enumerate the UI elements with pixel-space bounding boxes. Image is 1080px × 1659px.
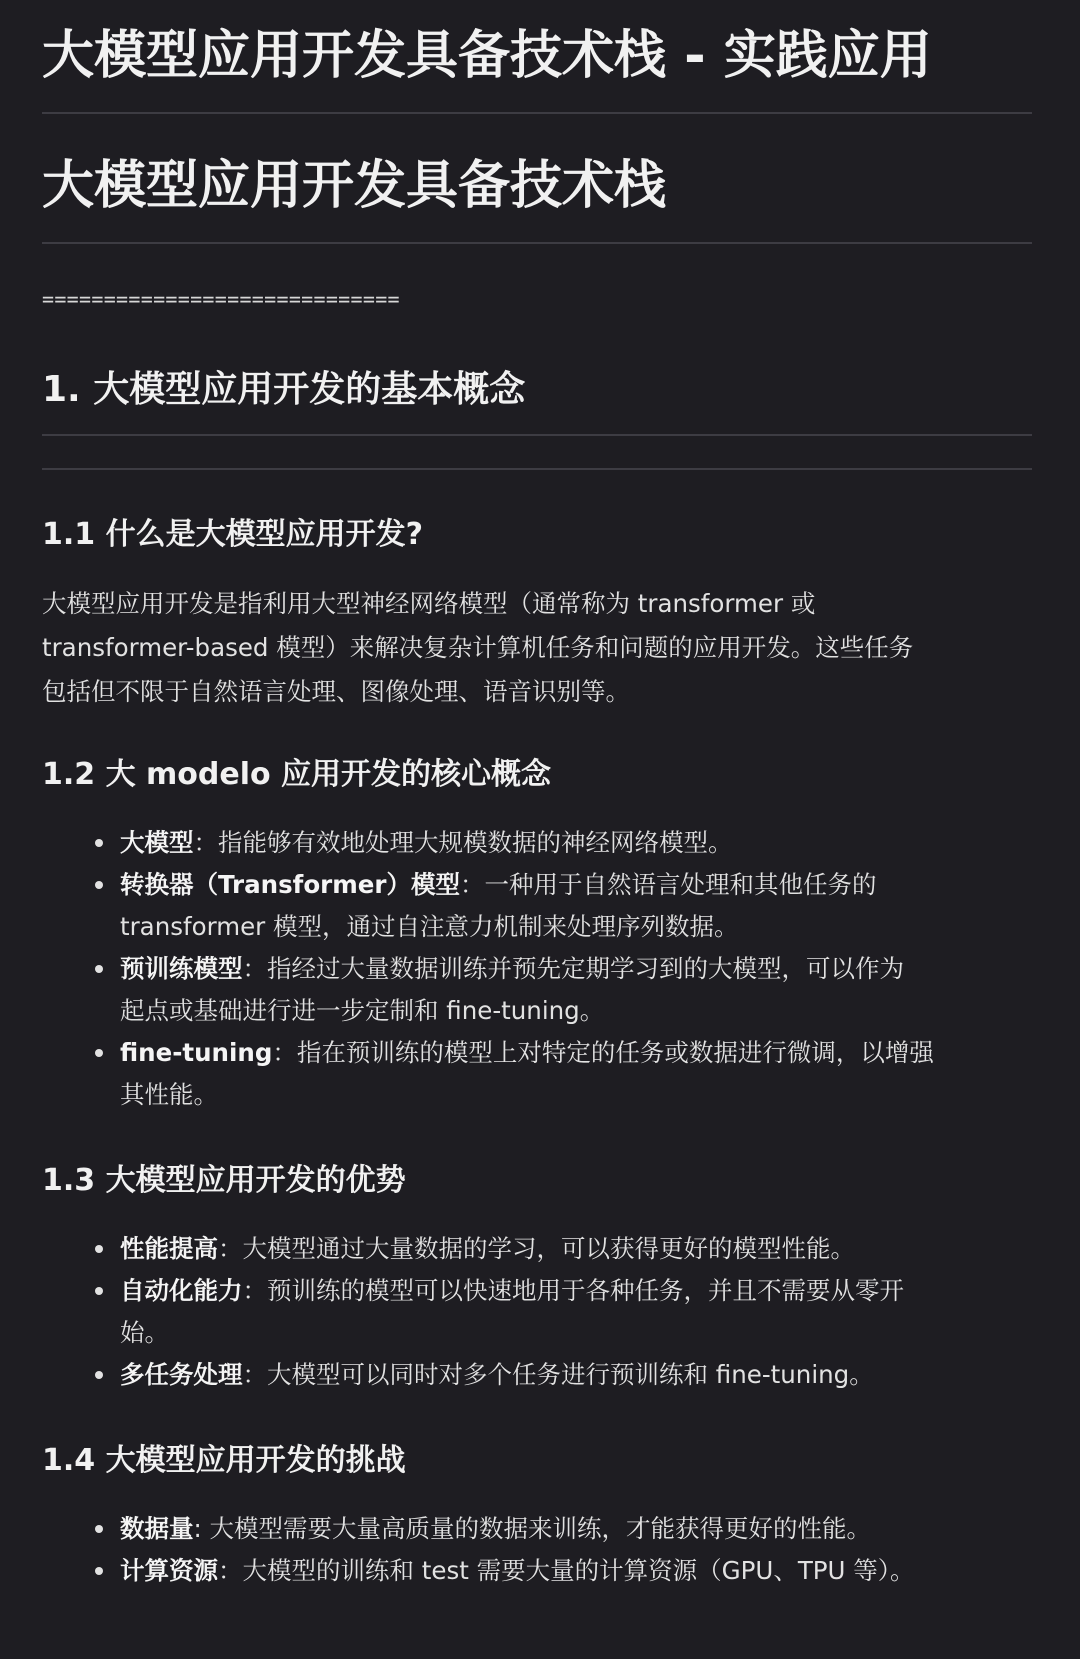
paragraph-line: 包括但不限于自然语言处理、图像处理、语音识别等。 bbox=[42, 677, 630, 706]
subtitle-rule bbox=[42, 242, 1032, 244]
section-1-rule-2 bbox=[42, 468, 1032, 470]
list-item-separator: ： bbox=[218, 1234, 243, 1263]
separator-line: ============================= bbox=[42, 287, 400, 311]
section-1-4-heading: 1.4 大模型应用开发的挑战 bbox=[42, 1443, 406, 1478]
list-item-term: 自动化能力 bbox=[120, 1276, 243, 1305]
list-item-text: 指在预训练的模型上对特定的任务或数据进行微调，以增强 bbox=[296, 1038, 934, 1067]
list-item-separator: ： bbox=[242, 1276, 267, 1305]
list-item bbox=[120, 1228, 1032, 1270]
section-1-rule bbox=[42, 434, 1032, 436]
list-item-term: 大模型 bbox=[120, 828, 194, 857]
paragraph-line: transformer-based 模型）来解决复杂计算机任务和问题的应用开发。这些任务 bbox=[42, 633, 914, 662]
list-item-text: 大模型的训练和 test 需要大量的计算资源（GPU、TPU 等）。 bbox=[242, 1556, 915, 1585]
list-item-term: 计算资源 bbox=[120, 1556, 218, 1585]
section-1-3-list bbox=[42, 1228, 1032, 1396]
list-item-term: 性能提高 bbox=[120, 1234, 218, 1263]
list-item-text: 大模型需要大量高质量的数据来训练，才能获得更好的性能。 bbox=[209, 1514, 872, 1543]
list-item bbox=[120, 1550, 1032, 1592]
list-item bbox=[120, 1270, 1032, 1354]
list-item-separator: : bbox=[193, 1514, 210, 1543]
section-1-4-list bbox=[42, 1508, 1032, 1592]
list-item-text: 指能够有效地处理大规模数据的神经网络模型。 bbox=[218, 828, 733, 857]
list-item-text: transformer 模型，通过自注意力机制来处理序列数据。 bbox=[120, 912, 739, 941]
list-item-separator: ： bbox=[242, 954, 267, 983]
list-item bbox=[120, 822, 1032, 864]
list-item-text: 大模型通过大量数据的学习，可以获得更好的模型性能。 bbox=[242, 1234, 855, 1263]
list-item bbox=[120, 1032, 1032, 1116]
list-item-text: 一种用于自然语言处理和其他任务的 bbox=[484, 870, 877, 899]
list-item bbox=[120, 1354, 1032, 1396]
list-item-term: 预训练模型 bbox=[120, 954, 243, 983]
section-1-1-heading: 1.1 什么是大模型应用开发? bbox=[42, 517, 423, 552]
list-item-text: 大模型可以同时对多个任务进行预训练和 fine-tuning。 bbox=[267, 1360, 874, 1389]
list-item-text: 预训练的模型可以快速地用于各种任务，并且不需要从零开 bbox=[267, 1276, 904, 1305]
list-item-text: 其性能。 bbox=[120, 1080, 218, 1109]
list-item-separator: ： bbox=[193, 828, 218, 857]
list-item-term: 多任务处理 bbox=[120, 1360, 243, 1389]
section-1-2-heading: 1.2 大 modelo 应用开发的核心概念 bbox=[42, 757, 552, 792]
page-subtitle: 大模型应用开发具备技术栈 bbox=[42, 156, 667, 216]
section-1-heading: 1. 大模型应用开发的基本概念 bbox=[42, 369, 526, 410]
section-1-2-list bbox=[42, 822, 1032, 1116]
list-item-text: 起点或基础进行进一步定制和 fine-tuning。 bbox=[120, 996, 605, 1025]
page-title: 大模型应用开发具备技术栈 - 实践应用 bbox=[42, 26, 932, 86]
list-item-text: 指经过大量数据训练并预先定期学习到的大模型，可以作为 bbox=[267, 954, 904, 983]
list-item bbox=[120, 864, 1032, 948]
list-item-term: fine-tuning bbox=[120, 1038, 273, 1067]
list-item bbox=[120, 1508, 1032, 1550]
list-item-separator: ： bbox=[218, 1556, 243, 1585]
list-item-term: 数据量 bbox=[120, 1514, 194, 1543]
section-1-1-paragraph bbox=[42, 582, 1032, 714]
list-item-text: 始。 bbox=[120, 1318, 169, 1347]
section-1-3-heading: 1.3 大模型应用开发的优势 bbox=[42, 1163, 406, 1198]
paragraph-line: 大模型应用开发是指利用大型神经网络模型（通常称为 transformer 或 bbox=[42, 589, 816, 618]
list-item bbox=[120, 948, 1032, 1032]
list-item-separator: ： bbox=[272, 1038, 297, 1067]
title-rule bbox=[42, 112, 1032, 114]
list-item-term: 转换器（Transformer）模型 bbox=[120, 870, 460, 899]
list-item-separator: ： bbox=[242, 1360, 267, 1389]
list-item-separator: ： bbox=[459, 870, 485, 899]
